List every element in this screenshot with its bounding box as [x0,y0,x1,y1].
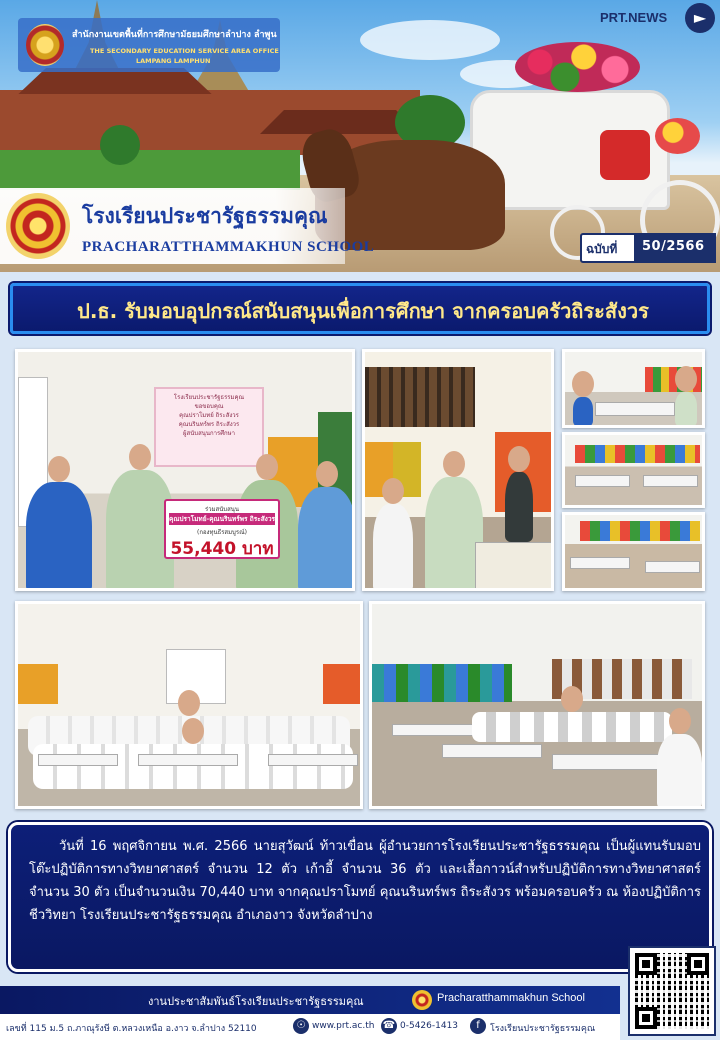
headline-banner [10,283,710,334]
lab-table [442,744,542,758]
contact-band [0,1014,620,1040]
website-link[interactable]: www.prt.ac.th [312,1021,375,1031]
photo-statue-offering [362,349,554,591]
play-icon: ► [685,3,715,33]
article-box [8,822,712,972]
lab-table [570,557,630,569]
students-row [472,712,672,742]
lawn [0,150,300,190]
cloud [360,20,500,60]
lab-table [645,561,700,573]
statue [505,472,533,542]
qr-finder [687,953,709,975]
cheque-amount: 55,440 บาท [170,539,274,559]
window [365,367,475,427]
lab-table [643,475,698,487]
wall-panel [372,664,512,702]
qr-code-icon [628,946,716,1036]
footer-band [0,986,620,1014]
person [298,487,355,591]
person [373,504,413,591]
person [657,734,702,809]
tree [100,125,140,165]
photo-background [372,604,702,806]
person [26,482,92,591]
photo-group-students [15,601,363,809]
office-badge [18,18,280,72]
qr-finder [635,1007,657,1029]
students-row [33,744,353,789]
lab-table [595,402,675,416]
cheque-fund: (กองทุนธีรสมบูรณ์) [196,529,247,536]
globe-icon: ☉ [293,1018,309,1034]
lab-table [392,724,482,736]
footer-title: งานประชาสัมพันธ์โรงเรียนประชารัฐธรรมคุณ [148,995,364,1008]
lab-table [38,754,118,766]
lab-table [138,754,238,766]
person [573,397,593,427]
wall-panel [323,664,363,704]
person [675,392,697,427]
thank-you-text: โรงเรียนประชารัฐธรรมคุณ ขอขอบคุณ คุณปราโมทย์ ถิระสังวร คุณนรินทร์พร ถิระสังวร ผู้สนับสนุนการศึกษา [173,394,245,437]
issue-number-box [634,233,716,263]
donation-cheque [164,499,280,559]
issue-number: 50/2566 [642,239,705,254]
facebook-icon: f [470,1018,486,1034]
phone-number: 0-5426-1413 [400,1021,459,1031]
flower-decoration [655,118,700,154]
wall-panel [18,664,58,704]
offering-table [475,542,554,591]
school-name-en: PRACHARATTHAMMAKHUN SCHOOL [82,239,375,255]
office-name-en: THE SECONDARY EDUCATION SERVICE AREA OFFICE [90,47,279,55]
school-name-th: โรงเรียนประชารัฐธรรมคุณ [82,204,328,228]
flower-decoration [515,42,640,92]
headline: ป.ธ. รับมอบอุปกรณ์สนับสนุนเพื่อการศึกษา จากครอบครัวถิระสังวร [77,299,649,323]
photo-lab-meeting [562,349,705,428]
photo-handover-ceremony [15,349,355,591]
wall-panel [575,445,700,463]
brand-label: PRT.NEWS [600,10,668,25]
facebook-page[interactable]: โรงเรียนประชารัฐธรรมคุณ [490,1024,596,1034]
issue-label: ฉบับที่ [586,242,618,256]
photo-lab-tables [562,432,705,508]
phone-icon: ☎ [381,1018,397,1034]
article-text: วันที่ 16 พฤศจิกายน พ.ศ. 2566 นายสุวัฒน์ ท้าวเขื่อน ผู้อำนวยการโรงเรียนประชารัฐธรรมคุณ เป็นผู้แทนรับมอบโต๊ะปฏิบัติการทางวิทยาศาสตร์ จำนวน 12 ตัว เก้าอี้ จำนวน 36 ตัว และเสื้อกาวน์สำหรับปฏิบัติการทางวิทยาศาสตร์ จำนวน 30 ตัว เป็นจำนวนเงิน 70,440 บาท จากคุณปราโมทย์ คุณนรินทร์พร ถิระสังวร พร้อมครอบครัว ณ ห้องปฏิบัติการชีววิทยา โรงเรียนประชารัฐธรรมคุณ อำเภองาว จังหวัดลำปาง [29,839,701,923]
office-name-th: สำนักงานเขตพื้นที่การศึกษามัธยมศึกษาลำปาง ลำพูน [72,30,277,40]
cheque-donor-name: คุณปราโมทย์-คุณนรินทร์พร ถิระสังวร [169,515,275,523]
school-logo-icon [412,990,432,1010]
header-banner [0,0,720,272]
footer-school-en: Pracharatthammakhun School [437,992,585,1004]
lab-table [552,754,662,770]
issue-badge [580,233,716,263]
lab-table [268,754,358,766]
photo-students-lab [369,601,705,809]
office-name-en-2: LAMPANG LAMPHUN [136,57,211,65]
cheque-header: ร่วมสนับสนุน [205,506,239,513]
photo-lab-chairs [562,512,705,591]
wall-panel [580,521,700,541]
office-logo-icon [26,24,64,66]
thank-you-board [154,387,264,467]
school-logo-icon [6,193,70,259]
qr-finder [635,953,657,975]
lab-table [575,475,630,487]
address: เลขที่ 115 ม.5 ถ.ภาณุรังษี ต.หลวงเหนือ อ.งาว จ.ลำปาง 52110 [6,1024,257,1034]
carriage-seat [600,130,650,180]
